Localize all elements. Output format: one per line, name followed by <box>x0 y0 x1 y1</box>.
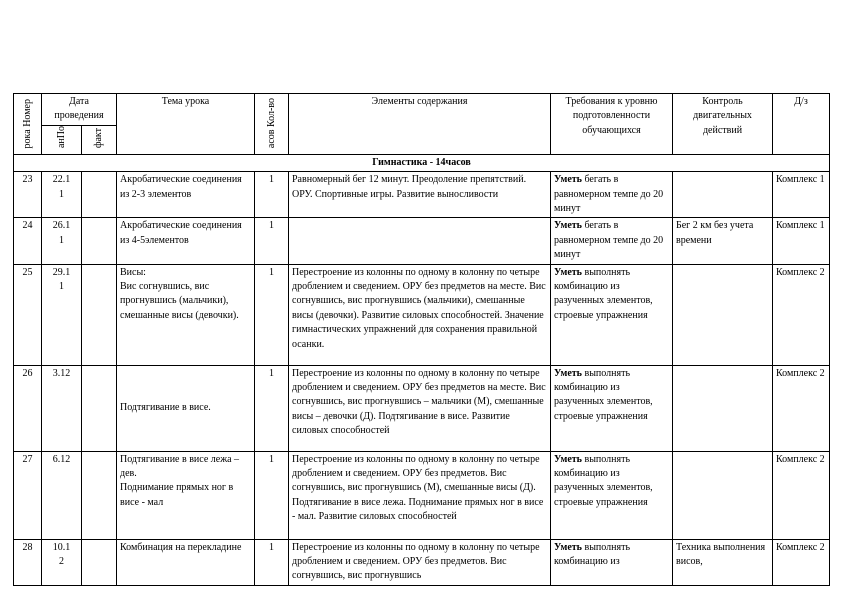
lesson-homework: Комплекс 2 <box>773 264 830 365</box>
lesson-hours: 1 <box>255 172 289 218</box>
lesson-topic: Подтягивание в висе лежа –дев. Поднимание прямых ног в висе - мал <box>117 451 255 539</box>
lesson-requirements: Уметь выполнять комбинацию из <box>551 539 673 585</box>
lesson-fact <box>82 264 117 365</box>
lesson-topic: Акробатические соединения из 4-5элементов <box>117 218 255 264</box>
lesson-date: 3.12 <box>42 365 82 451</box>
lesson-requirements: Уметь выполнять комбинацию из разученных элементов, строевые упражнения <box>551 451 673 539</box>
lesson-fact <box>82 539 117 585</box>
header-topic: Тема урока <box>117 94 255 155</box>
lesson-topic: Висы: Вис согнувшись, вис прогнувшись (мальчики), смешанные висы (девочки). <box>117 264 255 365</box>
lesson-date: 22.1 1 <box>42 172 82 218</box>
section-title: Гимнастика - 14часов <box>14 154 830 171</box>
lesson-homework: Комплекс 1 <box>773 218 830 264</box>
lesson-fact <box>82 365 117 451</box>
lesson-homework: Комплекс 2 <box>773 451 830 539</box>
lesson-control <box>673 172 773 218</box>
lesson-hours: 1 <box>255 264 289 365</box>
lesson-number: 28 <box>14 539 42 585</box>
lesson-content: Перестроение из колонны по одному в колонну по четыре дроблением и сведением. ОРУ без предметов на месте. Вис согнувшись, вис прогнувшись (мальчики), смешанные висы (девочки). Развитие силовых способностей. Значение гимнастических упражнений для сохранения правильной осанки. <box>289 264 551 365</box>
header-requirements: Требования к уровню подготовленности обучающихся <box>551 94 673 155</box>
header-lesson-number: рока Номер <box>14 94 42 155</box>
lesson-number: 24 <box>14 218 42 264</box>
lesson-content: Перестроение из колонны по одному в колонну по четыре дроблением и сведением. ОРУ без предметов. Вис согнувшись, вис прогнувшись (М), смешанные висы (Д). Подтягивание в висе лежа. Поднимание прямых ног в висе - мал. Развитие силовых способностей <box>289 451 551 539</box>
lesson-hours: 1 <box>255 365 289 451</box>
lesson-number: 25 <box>14 264 42 365</box>
header-content: Элементы содержания <box>289 94 551 155</box>
lesson-topic: Подтягивание в висе. <box>117 365 255 451</box>
lesson-control: Техника выполнения висов, <box>673 539 773 585</box>
header-date: Дата проведения <box>42 94 117 126</box>
lesson-plan-table <box>13 93 830 586</box>
lesson-topic: Комбинация на перекладине <box>117 539 255 585</box>
lesson-hours: 1 <box>255 539 289 585</box>
lesson-hours: 1 <box>255 218 289 264</box>
lesson-content: Равномерный бег 12 минут. Преодоление препятствий. ОРУ. Спортивные игры. Развитие выносливости <box>289 172 551 218</box>
lesson-content: Перестроение из колонны по одному в колонну по четыре дроблением и сведением. ОРУ без предметов на месте. Вис согнувшись, вис прогнувшись – мальчики (М), смешанные висы – девочки (Д). Подтягивание в висе. Развитие силовых способностей <box>289 365 551 451</box>
lesson-date: 29.1 1 <box>42 264 82 365</box>
lesson-requirements: Уметь выполнять комбинацию из разученных элементов, строевые упражнения <box>551 365 673 451</box>
lesson-date: 10.1 2 <box>42 539 82 585</box>
header-date-plan: анПо <box>42 125 82 154</box>
header-control: Контроль двигательных действий <box>673 94 773 155</box>
lesson-content: Перестроение из колонны по одному в колонну по четыре дроблением и сведением. ОРУ без предметов. Вис согнувшись, вис прогнувшись <box>289 539 551 585</box>
lesson-homework: Комплекс 1 <box>773 172 830 218</box>
lesson-control <box>673 365 773 451</box>
lesson-requirements: Уметь бегать в равномерном темпе до 20 минут <box>551 172 673 218</box>
header-hours: асов Кол-во <box>255 94 289 155</box>
lesson-control <box>673 451 773 539</box>
header-homework: Д/з <box>773 94 830 155</box>
lesson-topic: Акробатические соединения из 2-3 элементов <box>117 172 255 218</box>
lesson-number: 27 <box>14 451 42 539</box>
lesson-fact <box>82 172 117 218</box>
lesson-homework: Комплекс 2 <box>773 539 830 585</box>
lesson-control <box>673 264 773 365</box>
lesson-date: 26.1 1 <box>42 218 82 264</box>
lesson-hours: 1 <box>255 451 289 539</box>
lesson-fact <box>82 218 117 264</box>
lesson-date: 6.12 <box>42 451 82 539</box>
lesson-homework: Комплекс 2 <box>773 365 830 451</box>
header-date-fact: факт <box>82 125 117 154</box>
lesson-number: 23 <box>14 172 42 218</box>
lesson-requirements: Уметь бегать в равномерном темпе до 20 минут <box>551 218 673 264</box>
lesson-number: 26 <box>14 365 42 451</box>
lesson-content <box>289 218 551 264</box>
lesson-control: Бег 2 км без учета времени <box>673 218 773 264</box>
lesson-fact <box>82 451 117 539</box>
lesson-requirements: Уметь выполнять комбинацию из разученных элементов, строевые упражнения <box>551 264 673 365</box>
